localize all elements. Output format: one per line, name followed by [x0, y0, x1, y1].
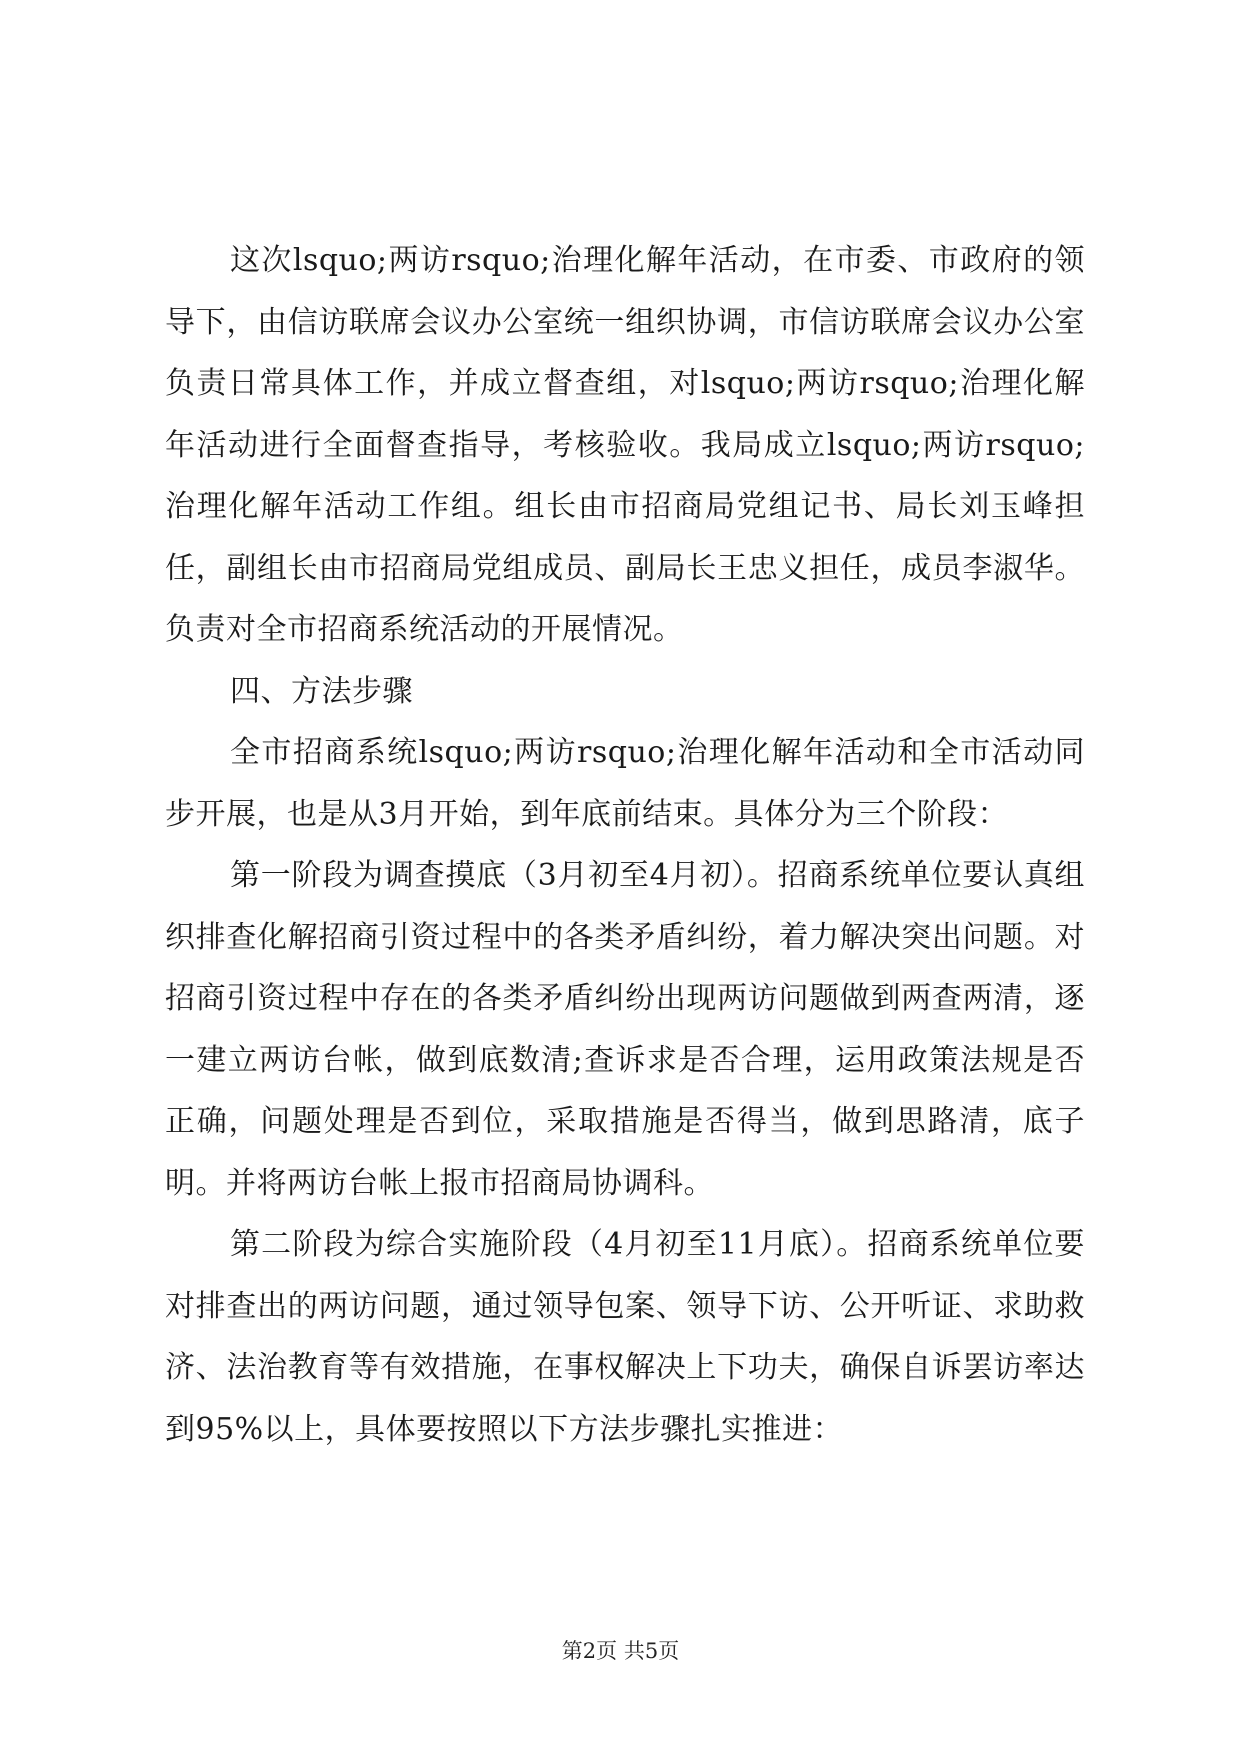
paragraph-stage-one: 第一阶段为调查摸底（3月初至4月初）。招商系统单位要认真组织排查化解招商引资过程中的各类矛盾纠纷，着力解决突出问题。对招商引资过程中存在的各类矛盾纠纷出现两访问题做到两查两清，逐一建立两访台帐，做到底数清;查诉求是否合理，运用政策法规是否正确，问题处理是否到位，采取措施是否得当，做到思路清，底子明。并将两访台帐上报市招商局协调科。	[165, 858, 1085, 1201]
paragraph-work-organization: 这次lsquo;两访rsquo;治理化解年活动，在市委、市政府的领导下，由信访联席会议办公室统一组织协调，市信访联席会议办公室负责日常具体工作，并成立督查组，对lsquo;两访rsquo;治理化解年活动进行全面督查指导，考核验收。我局成立lsquo;两访rsquo;治理化解年活动工作组。组长由市招商局党组记书、局长刘玉峰担任，副组长由市招商局党组成员、副局长王忠义担任，成员李淑华。负责对全市招商系统活动的开展情况。	[165, 243, 1085, 647]
paragraph-activity-schedule: 全市招商系统lsquo;两访rsquo;治理化解年活动和全市活动同步开展，也是从3月开始，到年底前结束。具体分为三个阶段：	[165, 735, 1085, 832]
document-body	[165, 230, 1085, 1460]
paragraph-stage-two: 第二阶段为综合实施阶段（4月初至11月底）。招商系统单位要对排查出的两访问题，通过领导包案、领导下访、公开听证、求助救济、法治教育等有效措施，在事权解决上下功夫，确保自诉罢访率达到95%以上，具体要按照以下方法步骤扎实推进：	[165, 1227, 1085, 1447]
section-heading-methods-steps: 四、方法步骤	[230, 673, 413, 709]
page-footer-number: 第2页 共5页	[561, 1639, 680, 1663]
